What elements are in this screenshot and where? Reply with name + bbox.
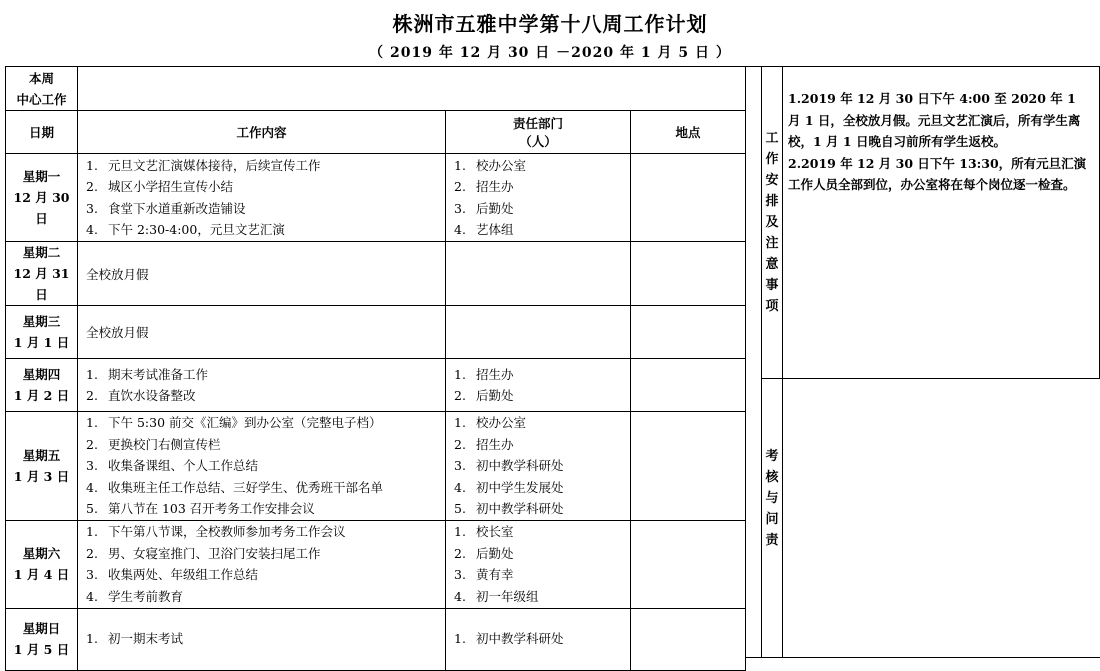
place-cell [631, 520, 746, 608]
dept-item [446, 564, 630, 586]
day-cell [6, 520, 78, 608]
dept-cell [446, 608, 631, 670]
content-cell [78, 154, 446, 242]
content-cell [78, 359, 446, 412]
side-label-char: 与 [765, 491, 779, 506]
focus-label-line-1: 本周 [28, 70, 54, 86]
header-row [6, 111, 746, 154]
item-text: 直饮水设备整改 [108, 388, 196, 403]
work-plan-table [5, 66, 746, 671]
dept-number: 4. [454, 222, 466, 237]
content-cell [78, 412, 446, 521]
side-label-char: 排 [765, 194, 779, 209]
item-text: 下午 2:30-4:00，元旦文艺汇演 [108, 222, 285, 237]
place-cell [631, 154, 746, 242]
content-item [78, 521, 445, 543]
dept-text: 初中教学科研处 [476, 501, 564, 516]
item-number: 4. [86, 479, 98, 495]
item-text: 第八节在 103 召开考务工作安排会议 [108, 501, 315, 516]
day-name: 星期五 [22, 447, 61, 463]
dept-number: 1. [454, 415, 466, 430]
side-label-char: 注 [765, 236, 779, 251]
dept-text: 校办公室 [476, 415, 527, 430]
content-item [78, 198, 445, 220]
dept-cell [446, 306, 631, 359]
dept-number: 3. [454, 458, 466, 473]
item-text: 下午 5:30 前交《汇编》到办公室（完整电子档） [108, 415, 382, 430]
side-left-border [745, 66, 762, 658]
dept-number: 1. [454, 524, 466, 539]
item-number: 1. [86, 366, 98, 382]
dept-cell [446, 412, 631, 521]
content-item [78, 176, 445, 198]
place-cell [631, 306, 746, 359]
dept-item [446, 477, 630, 499]
dept-text: 校办公室 [476, 157, 527, 173]
note-1: 1.2019 年 12 月 30 日下午 4:00 至 2020 年 1 月 1 日，全校放月假。元旦文艺汇演后，所有学生离校，1 月 1 日晚自习前所有学生返校。 [788, 91, 1081, 149]
dept-header [446, 111, 631, 154]
dept-item [446, 364, 630, 386]
focus-content [78, 67, 746, 111]
focus-row [6, 67, 746, 111]
content-item [78, 477, 445, 499]
dept-item [446, 628, 630, 650]
item-text: 收集两处、年级组工作总结 [108, 567, 259, 582]
item-text: 期末考试准备工作 [108, 366, 209, 382]
item-number: 4. [86, 588, 98, 604]
dept-cell [446, 520, 631, 608]
notes-text [788, 88, 1088, 196]
day-cell [6, 154, 78, 242]
dept-item [446, 521, 630, 543]
dept-item [446, 586, 630, 608]
content-item [78, 155, 445, 177]
dept-item [446, 543, 630, 565]
day-row [6, 608, 746, 670]
dept-number: 5. [454, 501, 466, 516]
item-number: 1. [86, 524, 98, 539]
page-title: 株洲市五雅中学第十八周工作计划 [392, 12, 708, 36]
side-label-char: 安 [765, 173, 779, 188]
dept-text: 后勤处 [476, 200, 514, 216]
item-text: 学生考前教育 [108, 588, 184, 604]
day-date: 12 月 31 日 [13, 266, 70, 302]
side-label-char: 考 [765, 449, 779, 464]
item-number: 2. [86, 436, 98, 452]
content-item [78, 385, 445, 407]
dept-text: 初中教学科研处 [476, 631, 564, 647]
item-number: 4. [86, 222, 98, 237]
dept-item [446, 219, 630, 241]
dept-number: 4. [454, 588, 466, 604]
day-name: 星期二 [22, 245, 61, 260]
note-2: 2.2019 年 12 月 30 日下午 13:30，所有元旦汇演工作人员全部到位，办公室将在每个岗位逐一检查。 [788, 155, 1087, 192]
day-name: 星期一 [22, 169, 61, 184]
item-number: 5. [86, 501, 98, 516]
focus-label-line-2: 中心工作 [16, 91, 67, 107]
dept-text: 招生办 [476, 366, 514, 382]
date-header: 日期 [6, 111, 78, 154]
dept-cell [446, 359, 631, 412]
focus-label [6, 67, 78, 111]
dept-number: 3. [454, 567, 466, 582]
dept-text: 校长室 [476, 524, 514, 539]
dept-text: 招生办 [476, 436, 514, 452]
item-text: 更换校门右侧宣传栏 [108, 436, 221, 452]
side-label-char: 项 [765, 299, 779, 314]
side-label-char: 及 [765, 215, 779, 230]
side-label-char: 责 [765, 533, 779, 548]
place-header: 地点 [631, 111, 746, 154]
content-item [78, 219, 445, 241]
dept-item [446, 155, 630, 177]
content-item [78, 434, 445, 456]
dept-header-line-1: 责任部门 [512, 116, 563, 131]
item-number: 2. [86, 545, 98, 561]
item-text: 城区小学招生宣传小结 [108, 179, 234, 194]
day-row [6, 242, 746, 306]
dept-header-line-2: （人） [519, 134, 557, 149]
dept-number: 1. [454, 157, 466, 173]
content-plain: 全校放月假 [86, 325, 149, 340]
day-row [6, 306, 746, 359]
day-name: 星期三 [22, 314, 61, 329]
dept-text: 艺体组 [476, 222, 514, 237]
content-item [78, 628, 445, 650]
dept-number: 3. [454, 200, 466, 216]
item-text: 元旦文艺汇演媒体接待，后续宣传工作 [108, 157, 321, 173]
dept-cell [446, 242, 631, 306]
item-text: 食堂下水道重新改造铺设 [108, 200, 246, 216]
day-date: 1 月 5 日 [13, 642, 70, 657]
day-row [6, 359, 746, 412]
day-date: 1 月 3 日 [13, 468, 70, 484]
item-text: 收集班主任工作总结、三好学生、优秀班干部名单 [108, 479, 384, 495]
dept-number: 1. [454, 631, 466, 647]
dept-item [446, 412, 630, 434]
dept-item [446, 498, 630, 520]
dept-text: 初一年级组 [476, 588, 539, 604]
dept-text: 后勤处 [476, 388, 514, 403]
content-item [78, 564, 445, 586]
content-item [78, 586, 445, 608]
day-cell [6, 412, 78, 521]
dept-number: 2. [454, 545, 466, 561]
day-cell [6, 608, 78, 670]
dept-item [446, 176, 630, 198]
day-row [6, 520, 746, 608]
day-date: 1 月 2 日 [13, 388, 70, 403]
dept-number: 1. [454, 366, 466, 382]
side-assess-box [782, 378, 1100, 658]
dept-item [446, 455, 630, 477]
item-number: 2. [86, 179, 98, 194]
item-text: 初一期末考试 [108, 631, 184, 647]
day-cell [6, 242, 78, 306]
content-cell [78, 520, 446, 608]
dept-text: 初中学生发展处 [476, 479, 564, 495]
dept-item [446, 434, 630, 456]
dept-number: 2. [454, 388, 466, 403]
item-number: 3. [86, 458, 98, 473]
dept-number: 4. [454, 479, 466, 495]
content-item [78, 412, 445, 434]
content-item [78, 364, 445, 386]
day-date: 1 月 1 日 [13, 335, 70, 350]
dept-number: 2. [454, 179, 466, 194]
content-cell [78, 306, 446, 359]
day-date: 12 月 30 日 [13, 190, 70, 226]
content-plain: 全校放月假 [86, 266, 149, 282]
day-date: 1 月 4 日 [13, 567, 70, 582]
day-name: 星期六 [22, 546, 61, 561]
side-label-char: 意 [765, 257, 779, 272]
place-cell [631, 608, 746, 670]
item-number: 1. [86, 157, 98, 173]
dept-text: 后勤处 [476, 545, 514, 561]
content-cell [78, 242, 446, 306]
item-text: 收集备课组、个人工作总结 [108, 458, 259, 473]
item-text: 男、女寝室推门、卫浴门安装扫尾工作 [108, 545, 321, 561]
dept-number: 2. [454, 436, 466, 452]
side-label-char: 工 [765, 131, 779, 146]
item-number: 3. [86, 567, 98, 582]
dept-text: 招生办 [476, 179, 514, 194]
place-cell [631, 412, 746, 521]
content-item [78, 455, 445, 477]
day-name: 星期四 [22, 367, 61, 382]
dept-text: 初中教学科研处 [476, 458, 564, 473]
side-label-top [762, 128, 782, 317]
day-row [6, 412, 746, 521]
item-number: 3. [86, 200, 98, 216]
content-cell [78, 608, 446, 670]
dept-cell [446, 154, 631, 242]
date-range: （ 2019 年 12 月 30 日 －2020 年 1 月 5 日 ） [369, 45, 731, 61]
item-text: 下午第八节课，全校教师参加考务工作会议 [108, 524, 346, 539]
content-header: 工作内容 [78, 111, 446, 154]
day-name: 星期日 [22, 621, 61, 636]
dept-item [446, 198, 630, 220]
content-item [78, 498, 445, 520]
dept-text: 黄有幸 [476, 567, 514, 582]
place-cell [631, 359, 746, 412]
side-label-char: 问 [765, 512, 779, 527]
side-label-char: 事 [765, 278, 779, 293]
day-cell [6, 359, 78, 412]
side-label-char: 核 [765, 470, 779, 485]
item-number: 1. [86, 415, 98, 430]
dept-item [446, 385, 630, 407]
side-label-char: 作 [765, 152, 779, 167]
side-label-bottom [762, 446, 782, 551]
item-number: 1. [86, 631, 98, 647]
day-cell [6, 306, 78, 359]
place-cell [631, 242, 746, 306]
content-item [78, 543, 445, 565]
day-row [6, 154, 746, 242]
item-number: 2. [86, 388, 98, 403]
